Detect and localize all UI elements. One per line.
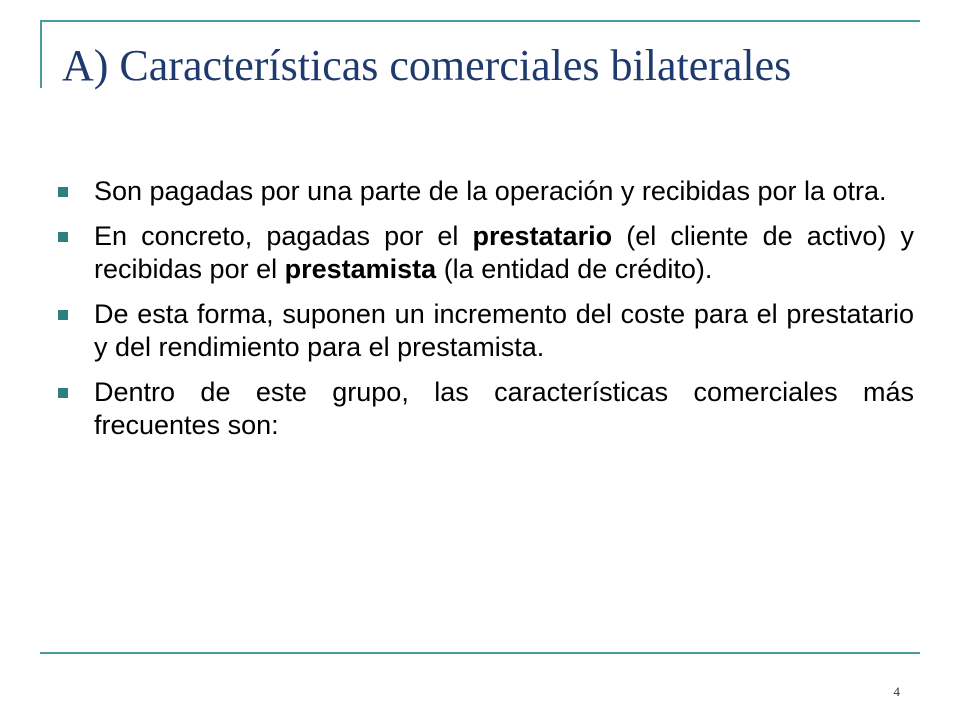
bold-term: prestatario bbox=[472, 221, 613, 251]
bullet-list bbox=[58, 175, 914, 454]
bullet-item bbox=[58, 298, 914, 364]
bottom-rule bbox=[40, 652, 920, 654]
bold-term: prestamista bbox=[284, 254, 437, 284]
square-bullet-icon bbox=[58, 187, 68, 197]
bullet-text: (el cliente de activo) y recibidas por el bbox=[94, 221, 914, 284]
bullet-item bbox=[58, 175, 914, 208]
square-bullet-icon bbox=[58, 388, 68, 398]
bullet-text: Son pagadas por una parte de la operación y recibidas por la otra. bbox=[94, 176, 887, 206]
bullet-item bbox=[58, 220, 914, 286]
bullet-text: Dentro de este grupo, las características comerciales más frecuentes son: bbox=[94, 377, 914, 440]
bullet-text: De esta forma, suponen un incremento del coste para el prestatario y del rendimiento para el prestamista. bbox=[94, 299, 914, 362]
bullet-item bbox=[58, 376, 914, 442]
bullet-text: En concreto, pagadas por el bbox=[94, 221, 473, 251]
bullet-text: (la entidad de crédito). bbox=[436, 254, 713, 284]
top-rule bbox=[40, 20, 920, 22]
page-number: 4 bbox=[893, 684, 900, 699]
square-bullet-icon bbox=[58, 310, 68, 320]
square-bullet-icon bbox=[58, 232, 68, 242]
slide-title: A) Características comerciales bilaterales bbox=[62, 41, 792, 90]
left-rule bbox=[40, 20, 42, 88]
